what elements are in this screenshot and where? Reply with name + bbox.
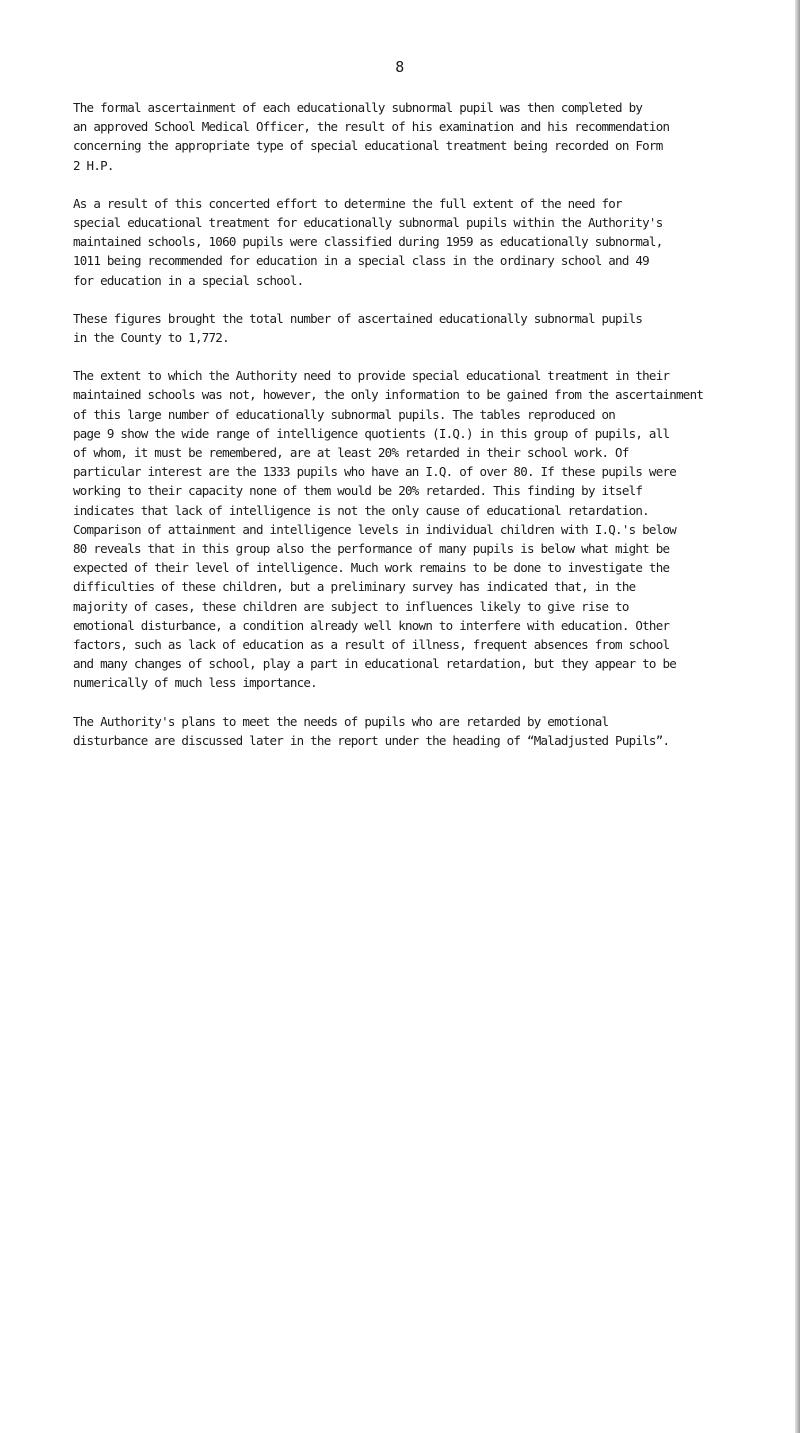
text-line: These figures brought the total number of ascertained educationally subnormal pupils	[73, 310, 643, 326]
text-line: 80 reveals that in this group also the performance of many pupils is below what might be	[73, 541, 670, 557]
text-line: The Authority's plans to meet the needs of pupils who are retarded by emotional	[73, 713, 609, 729]
text-line: in the County to 1,772.	[73, 330, 229, 346]
body-text	[73, 98, 773, 769]
text-line: and many changes of school, play a part in educational retardation, but they appear to be	[73, 656, 677, 672]
text-line: of whom, it must be remembered, are at least 20% retarded in their school work. Of	[73, 445, 629, 461]
text-line: concerning the appropriate type of special educational treatment being recorded on Form	[73, 138, 663, 154]
text-line: indicates that lack of intelligence is not the only cause of educational retardation.	[73, 502, 649, 518]
text-line: for education in a special school.	[73, 272, 304, 288]
text-line: emotional disturbance, a condition already well known to interfere with education. Other	[73, 617, 670, 633]
text-line: Comparison of attainment and intelligence levels in individual children with I.Q.'s below	[73, 521, 677, 537]
text-line: maintained schools was not, however, the only information to be gained from the ascertainment	[73, 387, 704, 403]
text-line: special educational treatment for educationally subnormal pupils within the Authority's	[73, 215, 663, 231]
paragraph-maladjusted-reference	[73, 712, 773, 750]
text-line: working to their capacity none of them would be 20% retarded. This finding by itself	[73, 483, 643, 499]
text-line: expected of their level of intelligence. Much work remains to be done to investigate the	[73, 560, 670, 576]
text-line: difficulties of these children, but a preliminary survey has indicated that, in the	[73, 579, 636, 595]
text-line: majority of cases, these children are subject to influences likely to give rise to	[73, 598, 629, 614]
text-line: The formal ascertainment of each educationally subnormal pupil was then completed by	[73, 100, 643, 115]
text-line: maintained schools, 1060 pupils were classified during 1959 as educationally subnormal,	[73, 234, 663, 250]
text-line: numerically of much less importance.	[73, 675, 317, 691]
text-line: 1011 being recommended for education in a special class in the ordinary school and 49	[73, 253, 649, 269]
text-line: factors, such as lack of education as a result of illness, frequent absences from school	[73, 637, 670, 653]
text-line: disturbance are discussed later in the report under the heading of “Maladjusted Pupils”.	[73, 732, 670, 748]
text-line: of this large number of educationally subnormal pupils. The tables reproduced on	[73, 406, 616, 422]
text-line: As a result of this concerted effort to determine the full extent of the need for	[73, 195, 622, 211]
text-line: The extent to which the Authority need to provide special educational treatment in their	[73, 368, 670, 384]
paragraph-intelligence-analysis	[73, 366, 773, 692]
text-line: particular interest are the 1333 pupils who have an I.Q. of over 80. If these pupils were	[73, 464, 677, 480]
text-line: page 9 show the wide range of intelligence quotients (I.Q.) in this group of pupils, all	[73, 425, 670, 441]
page-edge-shadow	[795, 0, 800, 1433]
page-number: 8	[395, 58, 405, 76]
text-line: 2 H.P.	[73, 157, 114, 173]
paragraph-form-ascertainment	[73, 98, 773, 175]
paragraph-total-figures	[73, 309, 773, 347]
paragraph-classification-results	[73, 194, 773, 290]
text-line: an approved School Medical Officer, the result of his examination and his recommendation	[73, 119, 670, 135]
